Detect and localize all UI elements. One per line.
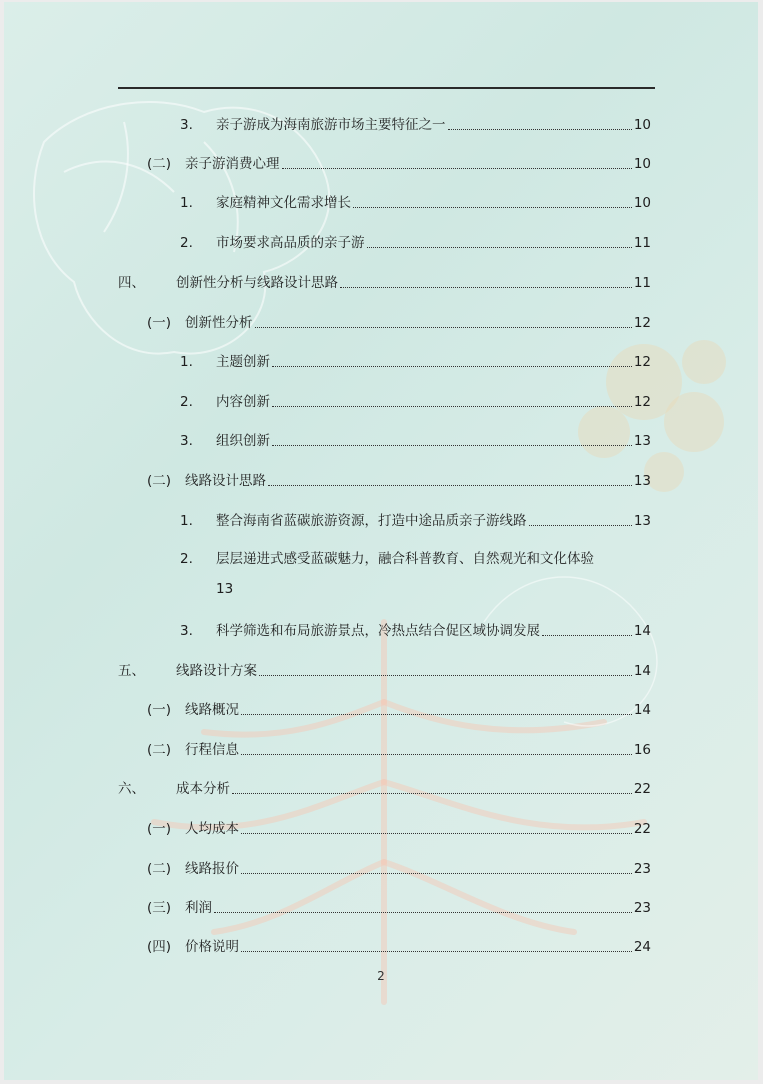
toc-entry[interactable] (147, 695, 651, 719)
toc-entry-title: 家庭精神文化需求增长 (216, 195, 351, 211)
toc-entry[interactable] (180, 616, 651, 640)
toc-entry-title: 层层递进式感受蓝碳魅力，融合科普教育、自然观光和文化体验 (216, 551, 594, 567)
toc-entry-page: 14 (633, 663, 651, 679)
toc-entry-page: 10 (633, 156, 651, 172)
toc-entry-title: 行程信息 (185, 742, 239, 758)
toc-entry-number: (四) (147, 939, 172, 955)
toc-entry-number: (二) (147, 473, 172, 489)
toc-entry-number: (一) (147, 702, 172, 718)
toc-entry-page: 23 (633, 861, 651, 877)
toc-entry[interactable] (118, 774, 651, 798)
toc-entry-number: 四、 (118, 275, 145, 291)
toc-entry-page: 22 (633, 821, 651, 837)
toc-entry[interactable] (147, 932, 651, 956)
toc-entry-title: 创新性分析与线路设计思路 (176, 275, 338, 291)
dot-leader (340, 286, 632, 288)
toc-entry-number: 3. (180, 433, 193, 449)
toc-entry-number: 2. (180, 235, 193, 251)
header-rule (118, 87, 655, 89)
dot-leader (241, 832, 632, 834)
toc-entry-number: 2. (180, 551, 193, 567)
toc-entry[interactable] (180, 188, 651, 212)
dot-leader (272, 365, 632, 367)
toc-entry-title: 亲子游消费心理 (185, 156, 280, 172)
toc-entry-page: 11 (633, 235, 651, 251)
toc-entry[interactable] (147, 308, 651, 332)
toc-entry-title: 科学筛选和布局旅游景点，冷热点结合促区域协调发展 (216, 623, 540, 639)
dot-leader (241, 713, 632, 715)
toc-entry-title: 人均成本 (185, 821, 239, 837)
dot-leader (214, 911, 632, 913)
toc-entry-number: 六、 (118, 781, 145, 797)
toc-entry-number: 1. (180, 513, 193, 529)
toc-entry-page: 11 (633, 275, 651, 291)
toc-entry-title: 亲子游成为海南旅游市场主要特征之一 (216, 117, 446, 133)
dot-leader (448, 128, 632, 130)
toc-entry-title: 组织创新 (216, 433, 270, 449)
toc-entry-title: 线路报价 (185, 861, 239, 877)
toc-entry-page: 13 (633, 513, 651, 529)
dot-leader (367, 246, 632, 248)
toc-entry-number: 3. (180, 117, 193, 133)
toc-entry-number: (二) (147, 156, 172, 172)
toc-entry-number: 3. (180, 623, 193, 639)
toc-entry-number: 2. (180, 394, 193, 410)
toc-entry[interactable] (180, 228, 651, 252)
toc-entry-title: 线路概况 (185, 702, 239, 718)
page-number: 2 (377, 969, 385, 983)
dot-leader (272, 444, 632, 446)
toc-entry-page: 23 (633, 900, 651, 916)
toc-entry[interactable] (147, 814, 651, 838)
dot-leader (268, 484, 632, 486)
toc-entry-title: 线路设计方案 (176, 663, 257, 679)
toc-entry[interactable] (147, 735, 651, 759)
dot-leader (232, 792, 632, 794)
dot-leader (529, 524, 632, 526)
toc-entry-number: (一) (147, 315, 172, 331)
toc-entry-page: 14 (633, 702, 651, 718)
toc-entry[interactable] (180, 347, 651, 371)
toc-entry-page: 24 (633, 939, 651, 955)
toc-entry-title: 整合海南省蓝碳旅游资源，打造中途品质亲子游线路 (216, 513, 527, 529)
toc-entry-page: 10 (633, 195, 651, 211)
toc-entry-page: 12 (633, 354, 651, 370)
toc-entry-page: 16 (633, 742, 651, 758)
toc-entry-page: 12 (633, 394, 651, 410)
toc-entry-title: 利润 (185, 900, 212, 916)
toc-entry-wrapped[interactable] (180, 544, 651, 604)
dot-leader (255, 326, 632, 328)
toc-entry[interactable] (118, 268, 651, 292)
toc-entry-title: 价格说明 (185, 939, 239, 955)
toc-entry-number: (二) (147, 742, 172, 758)
dot-leader (241, 950, 632, 952)
dot-leader (241, 753, 632, 755)
toc-entry-number: (二) (147, 861, 172, 877)
toc-entry-page: 13 (633, 433, 651, 449)
toc-entry[interactable] (147, 466, 651, 490)
toc-entry-title: 创新性分析 (185, 315, 253, 331)
document-page (4, 2, 758, 1080)
toc-entry-page: 10 (633, 117, 651, 133)
toc-entry-title: 成本分析 (176, 781, 230, 797)
toc-entry-page: 13 (633, 473, 651, 489)
toc-entry-title: 主题创新 (216, 354, 270, 370)
toc-entry[interactable] (180, 110, 651, 134)
toc-entry[interactable] (180, 426, 651, 450)
toc-entry-number: 1. (180, 195, 193, 211)
toc-entry-page: 14 (633, 623, 651, 639)
toc-entry-page: 12 (633, 315, 651, 331)
toc-entry-number: 1. (180, 354, 193, 370)
dot-leader (272, 405, 632, 407)
toc-entry[interactable] (180, 387, 651, 411)
toc-entry-number: 五、 (118, 663, 145, 679)
dot-leader (259, 674, 632, 676)
toc-entry-number: (一) (147, 821, 172, 837)
dot-leader (241, 872, 632, 874)
dot-leader (282, 167, 632, 169)
toc-entry-page: 22 (633, 781, 651, 797)
toc-entry[interactable] (147, 893, 651, 917)
toc-entry[interactable] (180, 506, 651, 530)
dot-leader (542, 634, 632, 636)
toc-entry-page: 13 (216, 581, 234, 597)
toc-entry-number: (三) (147, 900, 172, 916)
toc-entry[interactable] (147, 149, 651, 173)
toc-entry-title: 内容创新 (216, 394, 270, 410)
toc-entry[interactable] (147, 854, 651, 878)
toc-entry-title: 市场要求高品质的亲子游 (216, 235, 365, 251)
toc-entry-title: 线路设计思路 (185, 473, 266, 489)
dot-leader (353, 206, 632, 208)
toc-entry[interactable] (118, 656, 651, 680)
